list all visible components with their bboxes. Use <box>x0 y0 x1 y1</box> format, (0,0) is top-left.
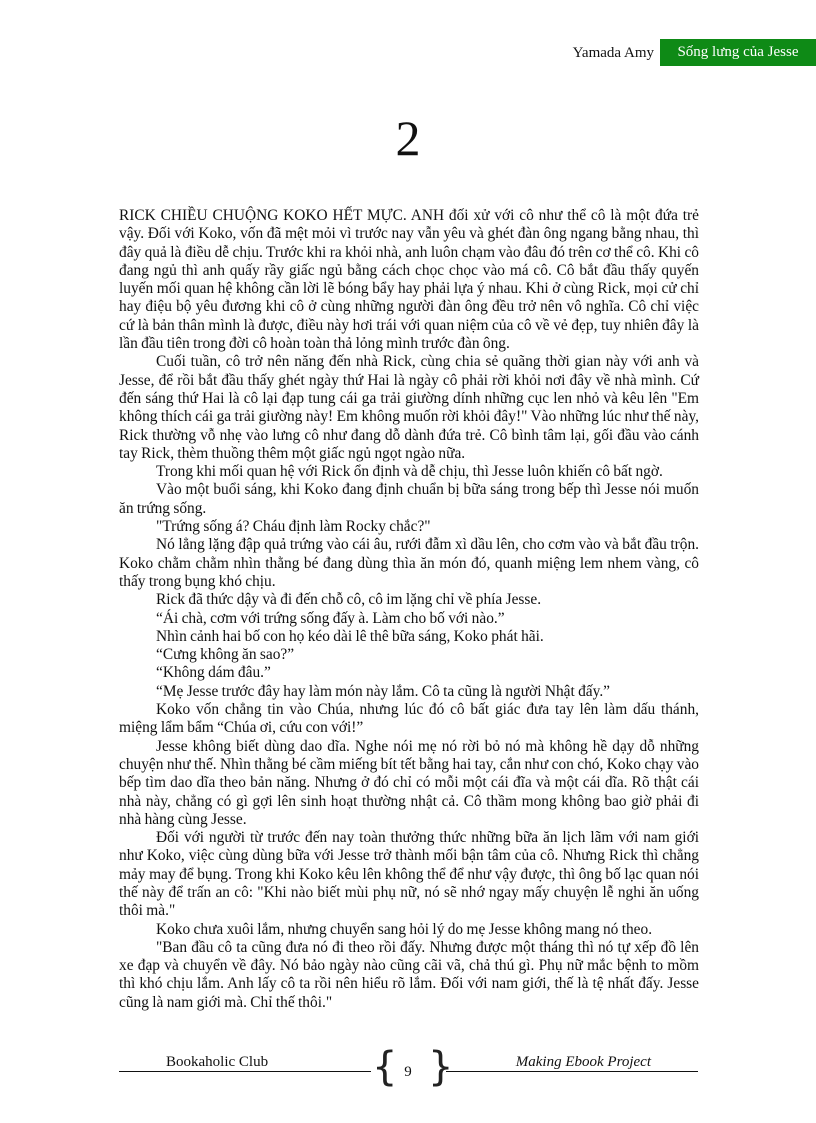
paragraph: Koko vốn chẳng tin vào Chúa, nhưng lúc đó cô bất giác đưa tay lên làm dấu thánh, miệng lẩm bẩm “Chúa ơi, cứu con với!” <box>119 701 699 737</box>
paragraph: Cuối tuần, cô trở nên năng đến nhà Rick, cùng chia sẻ quãng thời gian này với anh và Jesse, để rồi bắt đầu thấy ghét ngày thứ Hai là ngày cô phải rời khỏi nơi đây về nhà mình. Cứ đến sáng thứ Hai là cô lại đạp tung cái ga trải giường dính những cục len nhỏ và kêu lên "Em không thích cái ga trải giường này! Em không muốn rời khỏi đây!" Vào những lúc như thế này, Rick thường vỗ nhẹ vào lưng cô như đang dỗ dành đứa trẻ. Cô bình tâm lại, gối đầu vào cánh tay Rick, thèm thuồng thêm một giấc ngủ ngọt ngào nữa. <box>119 353 699 462</box>
paragraph: Trong khi mối quan hệ với Rick ổn định và dễ chịu, thì Jesse luôn khiến cô bất ngờ. <box>156 463 663 481</box>
chapter-number: 2 <box>395 110 421 166</box>
page-number: 9 <box>404 1064 412 1080</box>
paragraph: Koko chưa xuôi lắm, nhưng chuyển sang hỏi lý do mẹ Jesse không mang nó theo. <box>156 920 653 938</box>
chapter-body <box>119 207 699 1012</box>
paragraph: Rick đã thức dậy và đi đến chỗ cô, cô im lặng chỉ về phía Jesse. <box>156 591 542 609</box>
paragraph: Jesse không biết dùng dao dĩa. Nghe nói mẹ nó rời bỏ nó mà không hề dạy dỗ những chuyện như thế. Nhìn thằng bé cầm miếng bít tết bằng hai tay, cắn như con chó, Koko chạy vào bếp tìm dao dĩa theo bản năng. Nhưng ở đó chỉ có mỗi một cái đĩa và một cái dĩa. Rõ thật cái nhà này, chẳng có gì gợi lên sinh hoạt thường nhật cả. Cô thầm mong không bao giờ phải đi nhà hàng cùng Jesse. <box>119 737 699 828</box>
header-author: Yamada Amy <box>572 45 654 61</box>
footer-left-label: Bookaholic Club <box>166 1054 269 1070</box>
footer-bracket-left: { <box>372 1044 398 1090</box>
paragraph: “Cưng không ăn sao?” <box>156 646 295 664</box>
header-book-title: Sống lưng của Jesse <box>660 39 816 66</box>
footer-right-label: Making Ebook Project <box>515 1054 651 1070</box>
paragraph: "Ban đầu cô ta cũng đưa nó đi theo rồi đấy. Nhưng được một tháng thì nó tự xếp đồ lên xe đạp và chuyển về đây. Nó bảo ngày nào cũng cãi vã, chả thú gì. Phụ nữ mắc bệnh to mồm thì khó chịu lắm. Anh lấy cô ta rồi nên hiểu rõ lắm. Đối với nam giới, thế là tệ nhất đấy. Jesse cũng là nam giới mà. Chỉ thế thôi." <box>119 938 699 1011</box>
footer-bracket-right: } <box>428 1044 454 1090</box>
footer-rule-left <box>119 1071 371 1072</box>
paragraph: Đối với người từ trước đến nay toàn thưởng thức những bữa ăn lịch lãm với nam giới như Koko, việc cùng dùng bữa với Jesse trở thành mối bận tâm của cô. Nhưng Rick thì chẳng mảy may để bụng. Trong khi Koko kêu lên không thể để như vậy được, thì ông bố lạc quan nói thế này để trấn an cô: "Khi nào biết mùi phụ nữ, nó sẽ nhớ ngay mấy chuyện lễ nghi ăn uống thôi mà." <box>119 829 699 920</box>
paragraph: “Không dám đâu.” <box>156 664 271 682</box>
paragraph: "Trứng sống á? Cháu định làm Rocky chắc?" <box>156 518 431 536</box>
paragraph: “Mẹ Jesse trước đây hay làm món này lắm. Cô ta cũng là người Nhật đấy.” <box>156 682 610 700</box>
paragraph: Nhìn cảnh hai bố con họ kéo dài lê thê bữa sáng, Koko phát hãi. <box>156 627 544 645</box>
footer-rule-right <box>446 1071 698 1072</box>
paragraph: Nó lẳng lặng đập quả trứng vào cái âu, rưới đẫm xì dầu lên, cho cơm vào và bắt đầu trộn. Koko chằm chằm nhìn thằng bé đang dùng thìa ăn món đó, quanh miệng lem nhem vàng, cô thấy trong bụng khó chịu. <box>119 536 699 590</box>
paragraph: Vào một buổi sáng, khi Koko đang định chuẩn bị bữa sáng trong bếp thì Jesse nói muốn ăn trứng sống. <box>119 481 699 517</box>
paragraph: RICK CHIỀU CHUỘNG KOKO HẾT MỰC. ANH đối xử với cô như thể cô là một đứa trẻ vậy. Đối với Koko, vốn đã mệt mỏi vì trước nay vẫn yêu và ghét đàn ông ngang bằng nhau, thì đây quả là điều dễ chịu. Trước khi ra khỏi nhà, anh luôn chạm vào đâu đó trên cơ thể cô. Khi cô đang ngủ thì anh quấy rầy giấc ngủ bằng cách chọc chọc vào má cô. Cô bắt đầu thấy quyến luyến mối quan hệ không cần lời lẽ bóng bẩy hay phải lựa ý nhau. Khi ở cùng Rick, mọi cử chỉ hay điệu bộ yêu đương khi cô ở cùng những người đàn ông đều trở nên vô nghĩa. Cô chỉ việc cứ là bản thân mình là được, điều này hơi trái với quan niệm của cô về vẻ đẹp, tuy nhiên đây là lần đầu tiên trong đời cô hoàn toàn thả lỏng mình trước đàn ông. <box>119 207 699 353</box>
paragraph: “Ái chà, cơm với trứng sống đấy à. Làm cho bố với nào.” <box>156 609 505 627</box>
